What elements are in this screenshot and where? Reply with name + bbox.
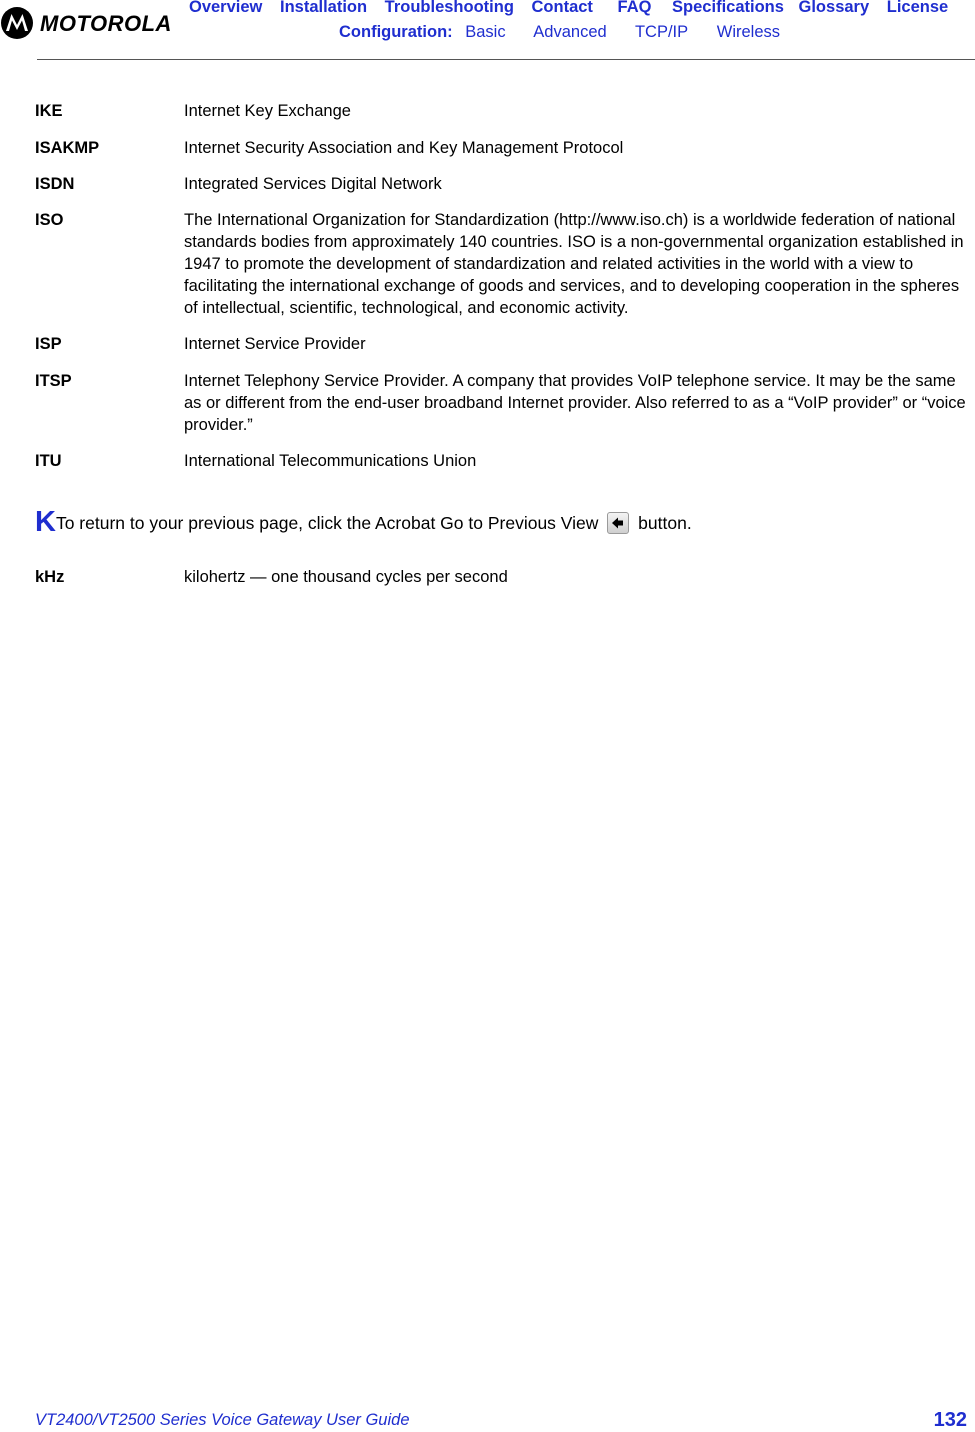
glossary-term: ISO bbox=[35, 211, 64, 229]
return-instruction: To return to your previous page, click the Acrobat Go to Previous View bbox=[55, 513, 599, 533]
glossary-term: kHz bbox=[35, 568, 65, 586]
glossary-definition: Internet Security Association and Key Management Protocol bbox=[184, 139, 624, 157]
motorola-logo bbox=[0, 2, 178, 46]
back-arrow-icon bbox=[611, 516, 625, 530]
nav-advanced[interactable]: Advanced bbox=[533, 23, 607, 41]
nav-troubleshooting[interactable]: Troubleshooting bbox=[384, 0, 514, 16]
glossary-definition: Internet Telephony Service Provider. A company that provides VoIP telephone service. It may be the same as or different from the end-user broadband Internet provider. Also referred to as a “VoIP provider” or “voice provider.” bbox=[184, 372, 966, 434]
nav-specifications[interactable]: Specifications bbox=[672, 0, 784, 16]
nav-overview[interactable]: Overview bbox=[189, 0, 263, 16]
glossary-definition: International Telecommunications Union bbox=[184, 452, 477, 470]
configuration-label: Configuration: bbox=[339, 23, 453, 41]
motorola-batwing-icon bbox=[0, 6, 34, 40]
section-letter: K bbox=[35, 506, 56, 538]
page-number: 132 bbox=[933, 1409, 967, 1431]
header-divider bbox=[37, 59, 975, 60]
glossary-term: ISDN bbox=[35, 175, 75, 193]
glossary-term: IKE bbox=[35, 102, 63, 120]
configuration-nav bbox=[339, 23, 804, 42]
nav-license[interactable]: License bbox=[886, 0, 949, 16]
glossary-term: ITSP bbox=[35, 372, 72, 390]
return-instruction-end: button. bbox=[638, 513, 692, 533]
nav-installation[interactable]: Installation bbox=[279, 0, 368, 16]
nav-wireless[interactable]: Wireless bbox=[716, 23, 781, 41]
glossary-definition: kilohertz — one thousand cycles per second bbox=[184, 568, 508, 586]
glossary-definition: Internet Key Exchange bbox=[184, 102, 351, 120]
footer-guide-title: VT2400/VT2500 Series Voice Gateway User Guide bbox=[35, 1411, 410, 1429]
glossary-definition: Integrated Services Digital Network bbox=[184, 175, 442, 193]
glossary-definition: Internet Service Provider bbox=[184, 335, 366, 353]
nav-glossary[interactable]: Glossary bbox=[798, 0, 870, 16]
section-k-header bbox=[35, 506, 692, 539]
nav-faq[interactable]: FAQ bbox=[617, 0, 652, 16]
brand-wordmark: MOTOROLA bbox=[40, 11, 172, 36]
glossary-term: ISP bbox=[35, 335, 62, 353]
nav-contact[interactable]: Contact bbox=[531, 0, 593, 16]
glossary-term: ITU bbox=[35, 452, 62, 470]
nav-basic[interactable]: Basic bbox=[465, 23, 506, 41]
top-nav bbox=[189, 0, 961, 17]
nav-tcpip[interactable]: TCP/IP bbox=[634, 23, 689, 41]
glossary-term: ISAKMP bbox=[35, 139, 100, 157]
glossary-definition: The International Organization for Standardization (http://www.iso.ch) is a worldwide federation of national standards bodies from approximately 140 countries. ISO is a non-governmental organization established in 1947 to promote the development of standardization and related activities in the world with a view to facilitating the international exchange of goods and services, and to developing cooperation in the spheres of intellectual, scientific, technological, and economic activity. bbox=[184, 211, 964, 317]
previous-view-button[interactable] bbox=[607, 512, 629, 534]
